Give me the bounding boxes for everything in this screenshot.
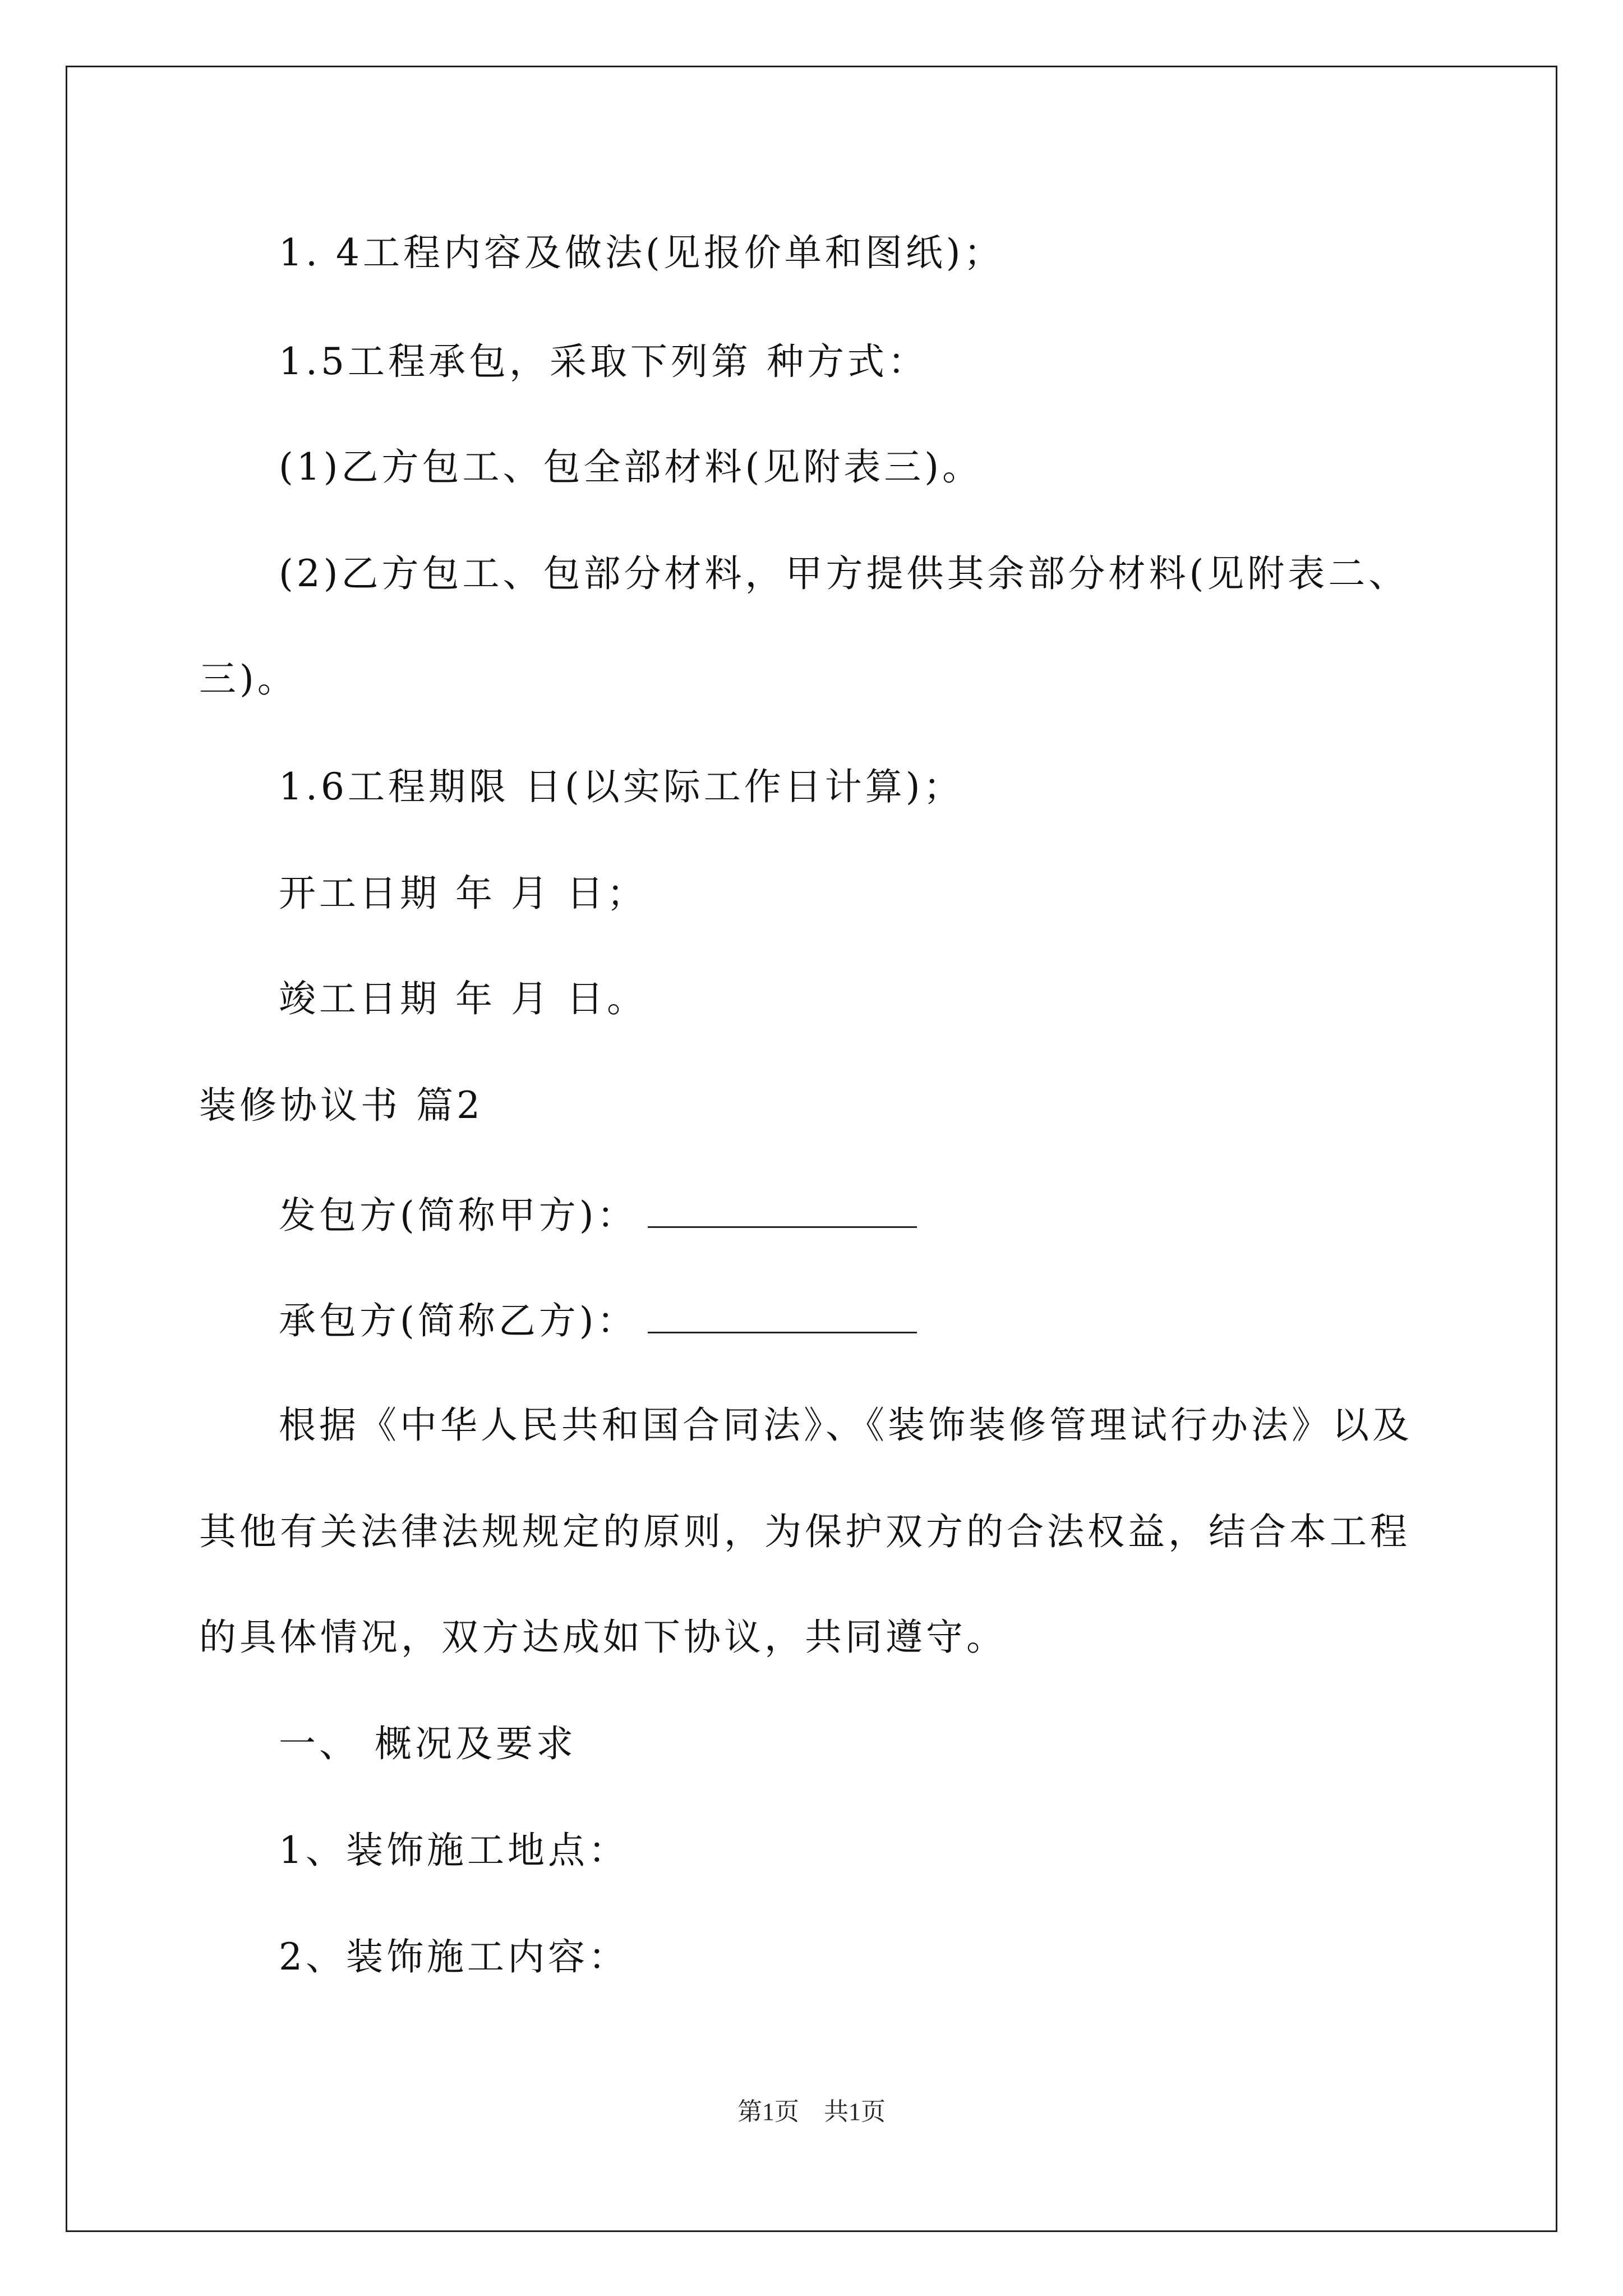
start-date: 开工日期 年 月 日； [279, 872, 647, 915]
party-b-label: 承包方(简称乙方)： [279, 1299, 638, 1342]
party-a-blank [648, 1195, 917, 1228]
clause-1-4: 1. 4工程内容及做法(见报价单和图纸)； [279, 231, 1004, 274]
option-1: (1)乙方包工、包全部材料(见附表三)。 [279, 445, 983, 489]
party-a-line [279, 1194, 917, 1237]
party-a-label: 发包方(简称甲方)： [279, 1194, 638, 1237]
clause-1-6: 1.6工程期限 日(以实际工作日计算)； [279, 765, 964, 808]
item-1-location: 1、装饰施工地点： [279, 1829, 629, 1872]
section-heading: 装修协议书 篇2 [199, 1084, 483, 1127]
page-border [66, 66, 1557, 2232]
option-2-continued: 三)。 [199, 657, 298, 701]
preamble-line-3: 的具体情况，双方达成如下协议，共同遵守。 [199, 1616, 1007, 1659]
option-2: (2)乙方包工、包部分材料，甲方提供其余部分材料(见附表二、 [279, 552, 1409, 595]
party-b-blank [648, 1300, 917, 1333]
item-2-content: 2、装饰施工内容： [279, 1935, 629, 1978]
page-number: 第1页 共1页 [737, 2098, 886, 2125]
preamble-line-1: 根据《中华人民共和国合同法》、《装饰装修管理试行办法》以及 [279, 1404, 1413, 1447]
party-b-line [279, 1300, 917, 1340]
article-1-heading: 一、 概况及要求 [279, 1722, 577, 1765]
preamble-line-2: 其他有关法律法规规定的原则，为保护双方的合法权益，结合本工程 [199, 1510, 1410, 1553]
clause-1-5: 1.5工程承包，采取下列第 种方式： [279, 340, 928, 383]
completion-date: 竣工日期 年 月 日。 [279, 977, 647, 1020]
